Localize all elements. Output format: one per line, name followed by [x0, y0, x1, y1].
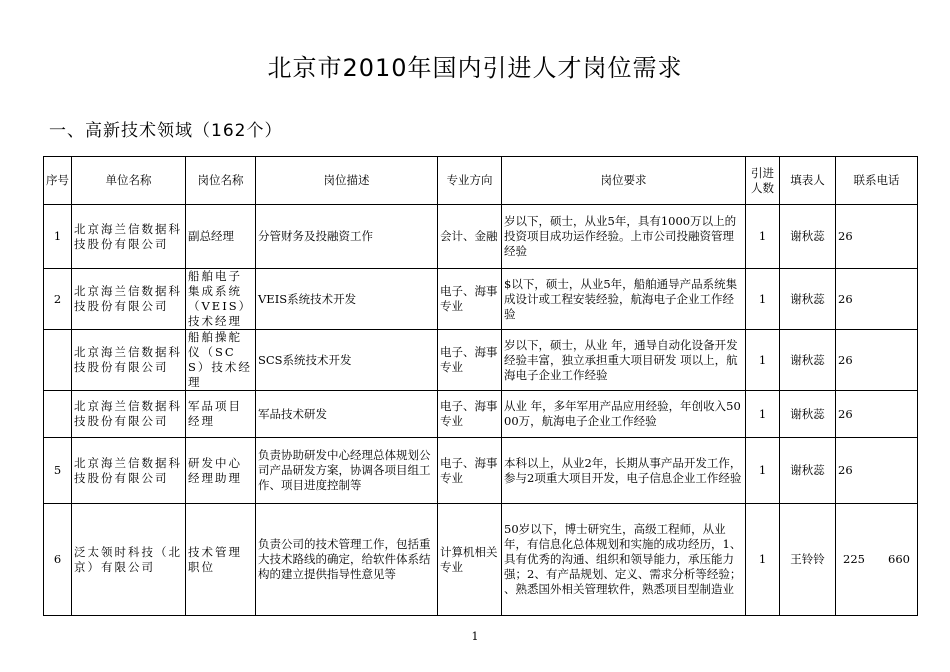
- header-unit: 单位名称: [72, 157, 186, 205]
- row-count: 1: [746, 330, 780, 391]
- table-row: [44, 391, 918, 438]
- row-position: 船舶操舵仪（SCS）技术经理: [186, 330, 256, 391]
- row-description: 负责公司的技术管理工作，包括重大技术路线的确定，给软件体系结构的建立提供指导性意见等: [256, 504, 438, 616]
- header-phone: 联系电话: [836, 157, 918, 205]
- table-row: [44, 504, 918, 616]
- row-count: 1: [746, 438, 780, 504]
- row-position: 军品项目经理: [186, 391, 256, 438]
- row-unit: 北京海兰信数据科技股份有限公司: [72, 205, 186, 269]
- row-filler: 谢秋蕊: [780, 205, 836, 269]
- row-phone: 26: [836, 205, 918, 269]
- row-count: 1: [746, 205, 780, 269]
- row-major: 计算机相关专业: [438, 504, 502, 616]
- row-count: 1: [746, 504, 780, 616]
- header-description: 岗位描述: [256, 157, 438, 205]
- row-unit: 北京海兰信数据科技股份有限公司: [72, 269, 186, 330]
- row-unit: 泛太领时科技（北京）有限公司: [72, 504, 186, 616]
- row-position: 研发中心经理助理: [186, 438, 256, 504]
- row-no: 6: [44, 504, 72, 616]
- row-phone: 26: [836, 391, 918, 438]
- row-unit: 北京海兰信数据科技股份有限公司: [72, 391, 186, 438]
- row-filler: 谢秋蕊: [780, 269, 836, 330]
- row-phone: 26: [836, 438, 918, 504]
- table-header-row: [44, 157, 918, 205]
- row-filler: 王铃铃: [780, 504, 836, 616]
- row-requirements: $以下，硕士，从业5年，船舶通导产品系统集成设计或工程安装经验，航海电子企业工作经验: [502, 269, 746, 330]
- row-position: 副总经理: [186, 205, 256, 269]
- row-filler: 谢秋蕊: [780, 438, 836, 504]
- row-no: 1: [44, 205, 72, 269]
- document-title: 北京市2010年国内引进人才岗位需求: [267, 54, 683, 82]
- header-position: 岗位名称: [186, 157, 256, 205]
- header-major: 专业方向: [438, 157, 502, 205]
- row-phone: 26: [836, 330, 918, 391]
- row-filler: 谢秋蕊: [780, 330, 836, 391]
- page-number: 1: [471, 630, 479, 643]
- row-major: 会计、金融: [438, 205, 502, 269]
- row-filler: 谢秋蕊: [780, 391, 836, 438]
- row-major: 电子、海事专业: [438, 269, 502, 330]
- row-unit: 北京海兰信数据科技股份有限公司: [72, 330, 186, 391]
- row-major: 电子、海事专业: [438, 391, 502, 438]
- header-no: 序号: [44, 157, 72, 205]
- row-position: 技术管理职位: [186, 504, 256, 616]
- row-description: SCS系统技术开发: [256, 330, 438, 391]
- header-filler: 填表人: [780, 157, 836, 205]
- row-description: VEIS系统技术开发: [256, 269, 438, 330]
- table-row: [44, 330, 918, 391]
- header-count: 引进人数: [746, 157, 780, 205]
- row-description: 军品技术研发: [256, 391, 438, 438]
- section-heading: 一、高新技术领域（162个）: [49, 121, 283, 141]
- row-requirements: 岁以下，硕士，从业5年，具有1000万以上的投资项目成功运作经验。上市公司投融资管理经验: [502, 205, 746, 269]
- row-phone: 225 660: [836, 504, 918, 616]
- row-description: 负责协助研发中心经理总体规划公司产品研发方案，协调各项目组工作、项目进度控制等: [256, 438, 438, 504]
- table-row: [44, 269, 918, 330]
- row-description: 分管财务及投融资工作: [256, 205, 438, 269]
- row-no: 5: [44, 438, 72, 504]
- row-phone: 26: [836, 269, 918, 330]
- row-requirements: 本科以上，从业2年，长期从事产品开发工作，参与2项重大项目开发，电子信息企业工作经验: [502, 438, 746, 504]
- row-requirements: 岁以下，硕士，从业 年，通导自动化设备开发经验丰富，独立承担重大项目研发 项以上，航海电子企业工作经验: [502, 330, 746, 391]
- row-requirements: 从业 年，多年军用产品应用经验，年创收入5000万，航海电子企业工作经验: [502, 391, 746, 438]
- row-unit: 北京海兰信数据科技股份有限公司: [72, 438, 186, 504]
- table-row: [44, 438, 918, 504]
- row-major: 电子、海事专业: [438, 438, 502, 504]
- row-major: 电子、海事专业: [438, 330, 502, 391]
- row-requirements: 50岁以下，博士研究生，高级工程师，从业 年，有信息化总体规划和实施的成功经历，1、具有优秀的沟通、组织和领导能力，承压能力强；2、有产品规划、定义、需求分析等经验； 、熟悉国外相关管理软件，熟悉项目型制造业: [502, 504, 746, 616]
- table-row: [44, 205, 918, 269]
- row-no: [44, 391, 72, 438]
- row-no: 2: [44, 269, 72, 330]
- header-requirements: 岗位要求: [502, 157, 746, 205]
- talent-demand-table: [43, 156, 918, 616]
- row-count: 1: [746, 391, 780, 438]
- row-no: [44, 330, 72, 391]
- row-position: 船舶电子集成系统（VEIS）技术经理: [186, 269, 256, 330]
- row-count: 1: [746, 269, 780, 330]
